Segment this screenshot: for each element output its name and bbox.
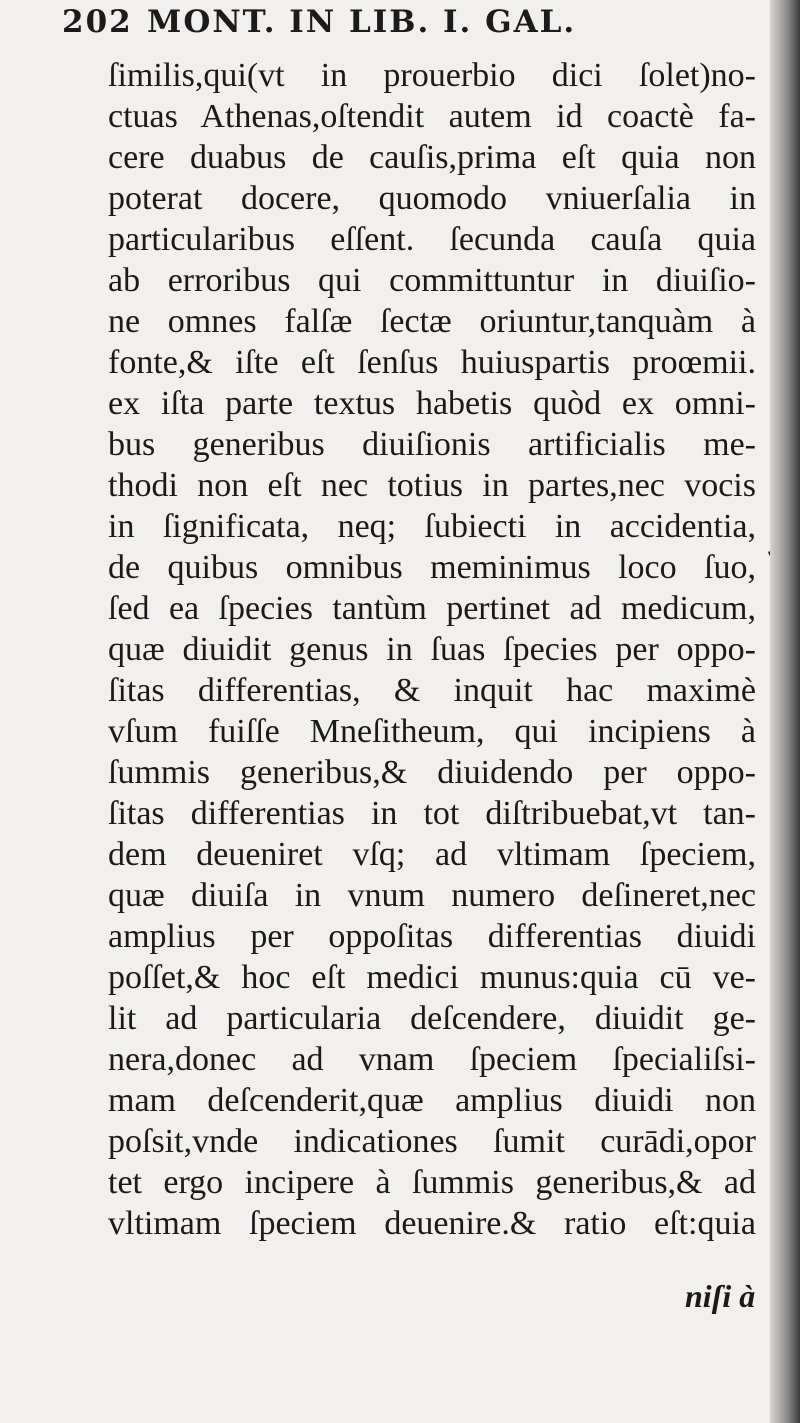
page-gutter-shadow bbox=[770, 0, 800, 1423]
text-line: fonte,& iſte eſt ſenſus huiuspartis proœmii. bbox=[108, 344, 756, 381]
text-line: thodi non eſt nec totius in partes,nec vocis bbox=[108, 467, 756, 504]
text-line: quæ diuidit genus in ſuas ſpecies per oppo- bbox=[108, 631, 756, 668]
text-line: bus generibus diuiſionis artificialis me- bbox=[108, 426, 756, 463]
text-line: de quibus omnibus meminimus loco ſuo, bbox=[108, 549, 756, 586]
text-line: ſummis generibus,& diuidendo per oppo- bbox=[108, 754, 756, 791]
body-text bbox=[108, 55, 756, 1244]
running-head bbox=[62, 4, 752, 44]
text-line: amplius per oppoſitas differentias diuidi bbox=[108, 918, 756, 955]
text-line: poterat docere, quomodo vniuerſalia in bbox=[108, 180, 756, 217]
text-line: poſſet,& hoc eſt medici munus:quia cū ve- bbox=[108, 959, 756, 996]
text-line: lit ad particularia deſcendere, diuidit ge- bbox=[108, 1000, 756, 1037]
text-line: ſitas differentias in tot diſtribuebat,vt tan- bbox=[108, 795, 756, 832]
text-line: nera,donec ad vnam ſpeciem ſpecialiſsi- bbox=[108, 1041, 756, 1078]
text-line: ſimilis,qui(vt in prouerbio dici ſolet)no- bbox=[108, 57, 756, 94]
text-line: quæ diuiſa in vnum numero deſineret,nec bbox=[108, 877, 756, 914]
text-line: ſed ea ſpecies tantùm pertinet ad medicum, bbox=[108, 590, 756, 627]
text-line: ctuas Athenas,oſtendit autem id coactè fa- bbox=[108, 98, 756, 135]
text-line: ex iſta parte textus habetis quòd ex omni- bbox=[108, 385, 756, 422]
text-line: ab erroribus qui committuntur in diuiſio- bbox=[108, 262, 756, 299]
text-line: dem deueniret vſq; ad vltimam ſpeciem, bbox=[108, 836, 756, 873]
text-line: vſum fuiſſe Mneſitheum, qui incipiens à bbox=[108, 713, 756, 750]
text-line: mam deſcenderit,quæ amplius diuidi non bbox=[108, 1082, 756, 1119]
text-line: tet ergo incipere à ſummis generibus,& ad bbox=[108, 1164, 756, 1201]
text-line: ne omnes falſæ ſectæ oriuntur,tanquàm à bbox=[108, 303, 756, 340]
text-line: ſitas differentias, & inquit hac maximè bbox=[108, 672, 756, 709]
catchword: niſi à bbox=[685, 1278, 756, 1314]
page-number: 202 bbox=[62, 4, 133, 40]
text-line: poſsit,vnde indicationes ſumit curādi,opor bbox=[108, 1123, 756, 1160]
text-line: particularibus eſſent. ſecunda cauſa quia bbox=[108, 221, 756, 258]
text-line: in ſignificata, neq; ſubiecti in accidentia, bbox=[108, 508, 756, 545]
text-line: vltimam ſpeciem deuenire.& ratio eſt:quia bbox=[108, 1205, 756, 1242]
text-line: cere duabus de cauſis,prima eſt quia non bbox=[108, 139, 756, 176]
running-head-title: MONT. IN LIB. I. GAL. bbox=[147, 4, 577, 40]
